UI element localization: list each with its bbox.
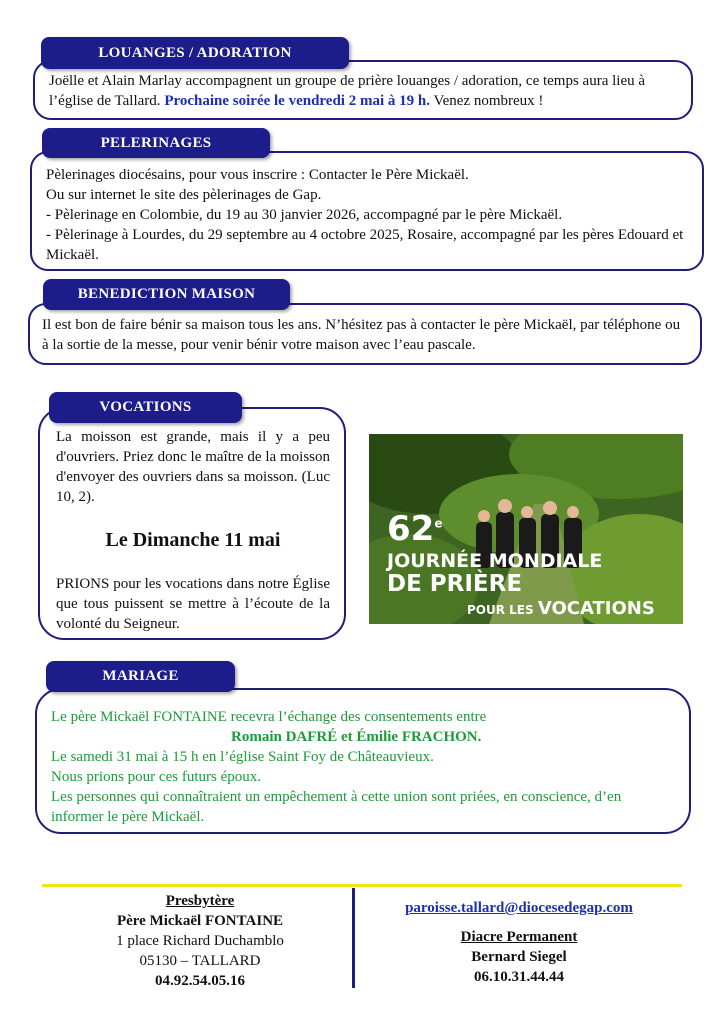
presbytere-heading: Presbytère [165, 893, 235, 909]
pelerinages-line-3: - Pèlerinage en Colombie, du 19 au 30 janvier 2026, accompagné par le père Mickaël. [46, 207, 563, 223]
presbytere-address-2: 05130 – TALLARD [139, 953, 261, 969]
vocations-box [38, 407, 346, 640]
vocations-title: VOCATIONS [99, 399, 192, 415]
presbytere-phone: 04.92.54.05.16 [155, 973, 245, 989]
mariage-line-2: Le samedi 31 mai à 15 h en l’église Saint Foy de Châteauvieux. [51, 749, 434, 765]
footer-presbytere [80, 891, 320, 991]
vocations-photo-caption: 62e JOURNÉE MONDIALE DE PRIÈRE POUR LES VOCATIONS [387, 509, 655, 619]
mariage-names: Romain DAFRÉ et Émilie FRACHON. [231, 729, 482, 745]
pelerinages-title: PELERINAGES [100, 134, 212, 151]
benediction-box [28, 303, 702, 365]
mariage-line-4: Les personnes qui connaîtraient un empêchement à cette union sont priées, en conscience, d’en informer le père Mickaël. [51, 789, 622, 825]
benediction-title: BENEDICTION MAISON [77, 286, 256, 302]
pelerinages-line-4: - Pèlerinage à Lourdes, du 29 septembre au 4 octobre 2025, Rosaire, accompagné par les pères Edouard et Mickaël. [46, 227, 684, 263]
vocations-quote: La moisson est grande, mais il y a peu d'ouvriers. Priez donc le maître de la moisson d'envoyer des ouvriers dans sa moisson. (Luc 10, 2). [56, 429, 330, 505]
diacre-phone: 06.10.31.44.44 [474, 969, 564, 985]
footer-separator [352, 888, 355, 988]
mariage-line-1: Le père Mickaël FONTAINE recevra l’échange des consentements entre [51, 709, 487, 725]
louanges-title-tab [41, 37, 349, 69]
vocations-date: Le Dimanche 11 mai [105, 529, 281, 551]
pelerinages-title-tab [42, 128, 270, 158]
pelerinages-box [30, 151, 704, 271]
presbytere-address-1: 1 place Richard Duchamblo [116, 933, 284, 949]
louanges-title: LOUANGES / ADORATION [98, 44, 292, 61]
footer-diacre [372, 898, 666, 987]
louanges-box [33, 60, 693, 120]
benediction-text: Il est bon de faire bénir sa maison tous les ans. N’hésitez pas à contacter le père Mickaël, par téléphone ou à la sortie de la messe, pour venir bénir votre maison avec l’eau pascale. [42, 317, 681, 353]
benediction-title-tab [43, 279, 290, 310]
pelerinages-line-2: Ou sur internet le site des pèlerinages de Gap. [46, 187, 322, 203]
diacre-name: Bernard Siegel [471, 949, 567, 965]
vocations-title-tab [49, 392, 242, 423]
louanges-text: Joëlle et Alain Marlay accompagnent un groupe de prière louanges / adoration, ce temps aura lieu à l’église de Tallard. Prochaine soirée le vendredi 2 mai à 19 h. Venez nombreux ! [49, 73, 646, 109]
pelerinages-line-1: Pèlerinages diocésains, pour vous inscrire : Contacter le Père Mickaël. [46, 167, 469, 183]
diacre-heading: Diacre Permanent [460, 929, 578, 945]
louanges-highlight: Prochaine soirée le vendredi 2 mai à 19 h. [164, 93, 430, 109]
mariage-box [35, 688, 691, 834]
vocations-photo [369, 434, 683, 624]
mariage-line-3: Nous prions pour ces futurs époux. [51, 769, 261, 785]
mariage-title-tab [46, 661, 235, 692]
vocations-prayer: PRIONS pour les vocations dans notre Église que tous puissent se mettre à l’écoute de la volonté du Seigneur. [56, 576, 330, 632]
mariage-title: MARIAGE [102, 668, 179, 684]
parish-email-link[interactable]: paroisse.tallard@diocesedegap.com [405, 900, 633, 916]
footer-yellow-rule [42, 884, 682, 887]
presbytere-name: Père Mickaël FONTAINE [116, 913, 284, 929]
